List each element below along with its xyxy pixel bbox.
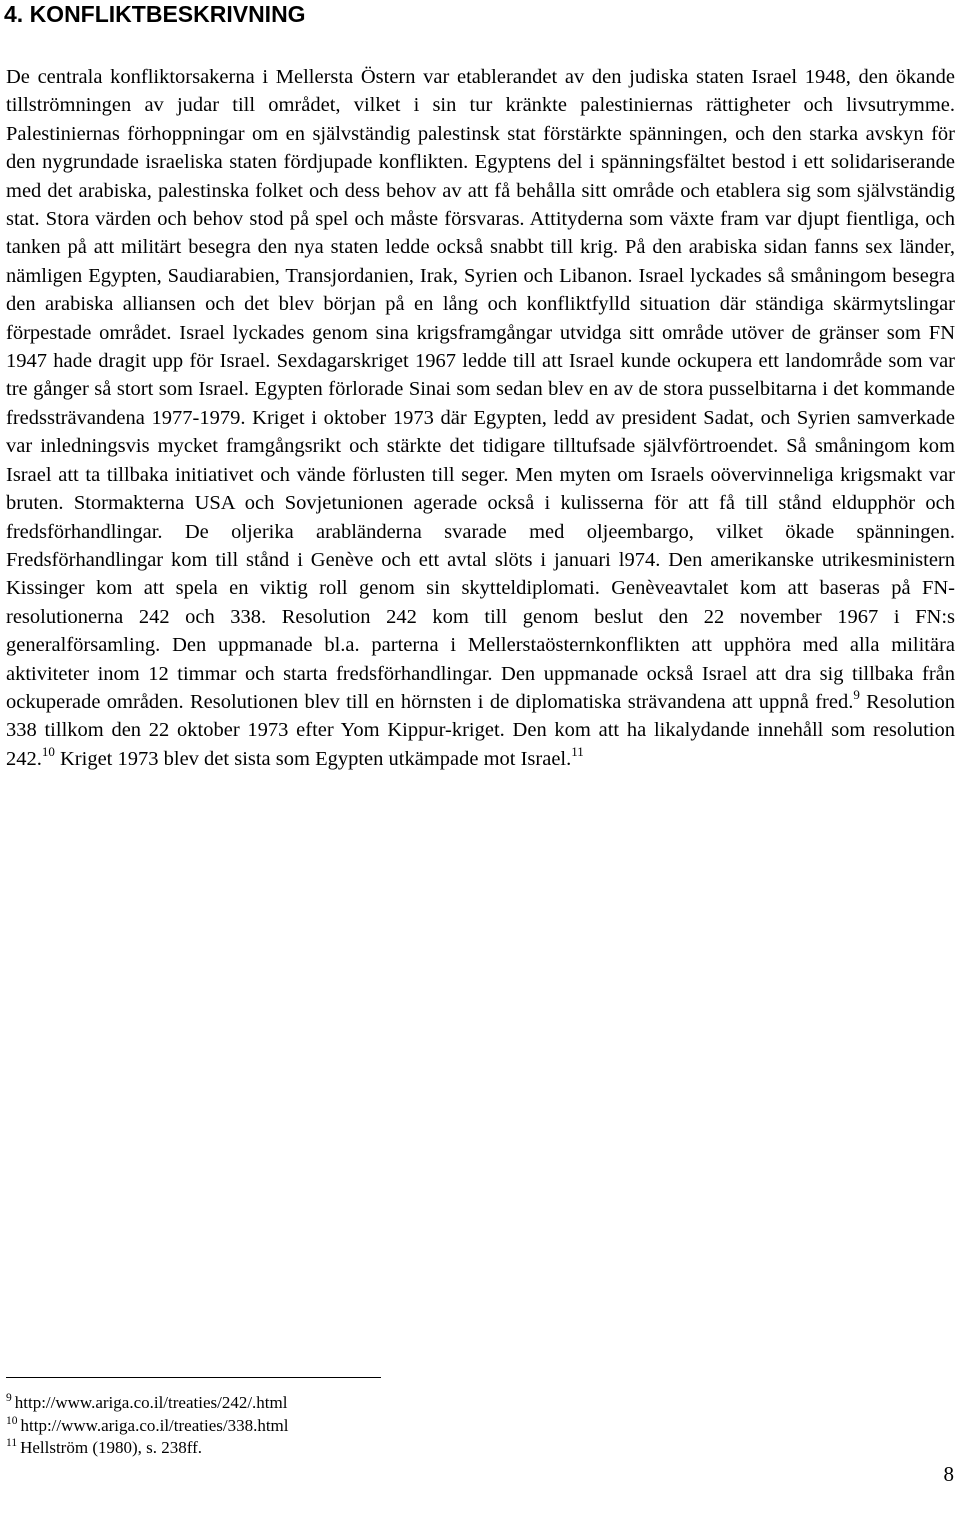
footnote-number: 11 bbox=[6, 1437, 18, 1449]
footnote-item bbox=[6, 1437, 289, 1460]
footnote-reference-11[interactable]: 11 bbox=[571, 743, 584, 759]
paragraph-segment-1: De centrala konfliktorsakerna i Mellersta Östern var etablerandet av den judiska staten Israel 1948, den ökande tillströmningen av judar till området, vilket i sin tur kränkte palestiniernas rättigheter och livsutrymme. Palestiniernas förhoppningar om en självständig palestinsk stat förstärkte spänningen, och den starka avskyn för den nygrundade israeliska staten fördjupade konflikten. Egyptens del i spänningsfältet bestod i ett solidariserande med det arabiska, palestinska folket och dess behov av att få behålla sitt område och etablera sig som självständig stat. Stora värden och behov stod på spel och måste försvaras. Attityderna som växte fram var djupt fientliga, och tanken på att militärt besegra den nya staten ledde också snabbt till krig. På den arabiska sidan fanns sex länder, nämligen Egypten, Saudiarabien, Transjordanien, Irak, Syrien och Libanon. Israel lyckades så småningom besegra den arabiska alliansen och det blev början på en lång och konfliktfylld situation där ständiga skärmytslingar förpestade området. Israel lyckades genom sina krigsframgångar utvidga sitt område utöver de gränser som FN 1947 hade dragit upp för Israel. Sexdagarskriget 1967 ledde till att Israel kunde ockupera ett landområde som var tre gånger så stort som Israel. Egypten förlorade Sinai som sedan blev en av de stora pusselbitarna i det kommande fredssträvandena 1977-1979. Kriget i oktober 1973 där Egypten, ledd av president Sadat, och Syrien samverkade var inledningsvis mycket framgångsrikt och stärkte det tidigare tilltufsade självförtroendet. Så småningom kom Israel att ta tillbaka initiativet och vände förlusten till seger. Men myten om Israels oövervinneliga krigsmakt var bruten. Stormakterna USA och Sovjetunionen agerade också i kulisserna för att få till stånd eldupphör och fredsförhandlingar. De oljerika arabländerna svarade med oljeembargo, vilket ökade spänningen. Fredsförhandlingar kom till stånd i Genève och ett avtal slöts i januari l974. Den amerikanske utrikesministern Kissinger kom att spela en viktig roll genom sin skytteldiplomati. Genèveavtalet kom att baseras på FN-resolutionerna 242 och 338. Resolution 242 kom till genom beslut den 22 november 1967 i FN:s generalförsamling. Den uppmanade bl.a. parterna i Mellerstaösternkonflikten att upphöra med alla militära aktiviteter inom 12 timmar och starta fredsförhandlingar. Den uppmanade också Israel att dra sig tillbaka från ockuperade områden. Resolutionen blev till en hörnsten i de diplomatiska strävandena att uppnå fred. bbox=[6, 66, 955, 713]
footnote-item bbox=[6, 1415, 289, 1438]
footnote-reference-10[interactable]: 10 bbox=[41, 743, 55, 759]
page-number: 8 bbox=[943, 1462, 954, 1486]
footnote-reference-9[interactable]: 9 bbox=[853, 686, 860, 702]
footnote-number: 9 bbox=[6, 1392, 12, 1404]
paragraph-segment-3: Kriget 1973 blev det sista som Egypten utkämpade mot Israel. bbox=[54, 747, 572, 770]
footnote-separator bbox=[6, 1377, 381, 1378]
footnote-link[interactable]: http://www.ariga.co.il/treaties/242/.html bbox=[14, 1393, 288, 1412]
footnote-list bbox=[6, 1392, 289, 1460]
footnote-link[interactable]: http://www.ariga.co.il/treaties/338.html bbox=[20, 1415, 289, 1435]
footnote-number: 10 bbox=[6, 1414, 18, 1427]
section-heading: 4. KONFLIKTBESKRIVNING bbox=[4, 1, 306, 27]
footnote-item bbox=[6, 1392, 289, 1415]
footnote-text: Hellström (1980), s. 238ff. bbox=[20, 1438, 203, 1457]
paragraph-segment-2: Resolution 338 tillkom den 22 oktober 1973 efter Yom Kippur-kriget. Den kom att ha likalydande innehåll som resolution 242. bbox=[6, 690, 955, 770]
body-paragraph bbox=[6, 63, 955, 773]
